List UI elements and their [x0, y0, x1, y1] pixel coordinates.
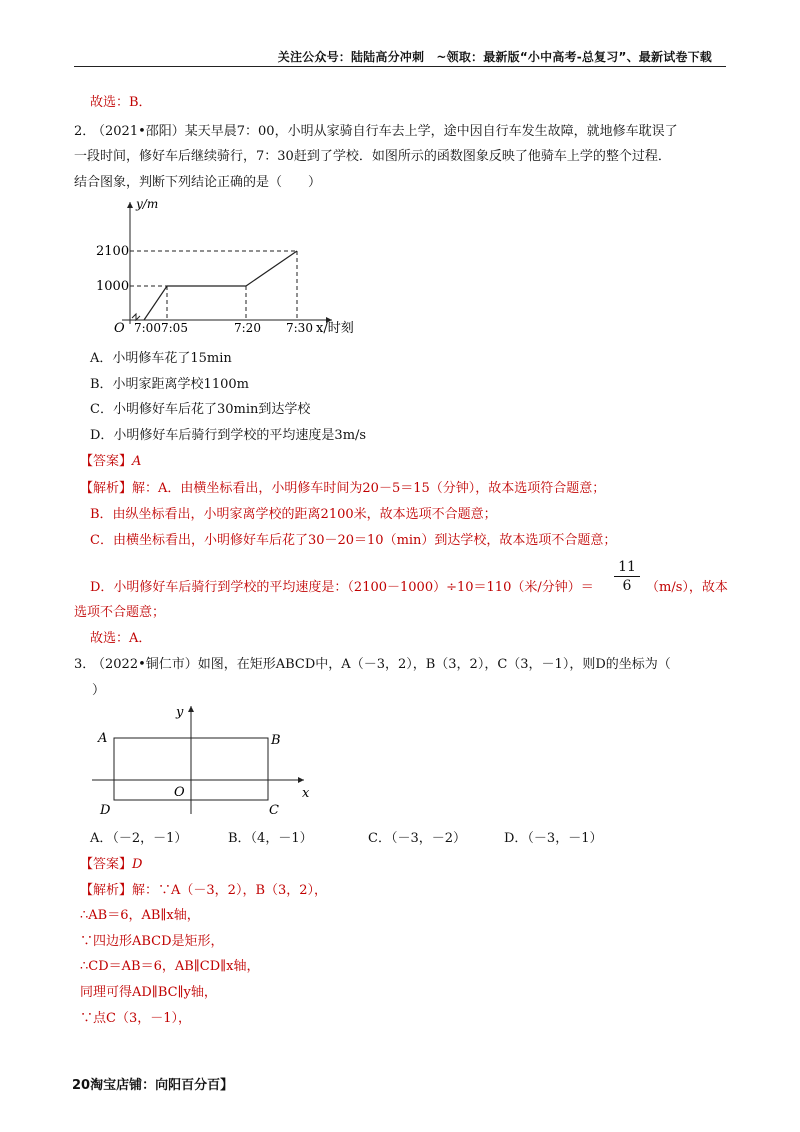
- q3-graph: [86, 700, 326, 818]
- q2-option-b: B．小明家距离学校1100m: [90, 377, 249, 392]
- q2-y-label: y/m: [136, 197, 159, 211]
- q2-fraction: [614, 558, 640, 595]
- q2-analysis-d2: 选项不合题意；: [74, 605, 166, 620]
- fraction-numerator: 11: [618, 559, 636, 575]
- q3-label-x: x: [302, 786, 310, 801]
- q2-option-d: D．小明修好车后骑行到学校的平均速度是3m/s: [90, 428, 367, 443]
- q2-analysis-label: 【解析】: [80, 481, 133, 496]
- q3-number: 3．: [74, 657, 96, 672]
- q2-answer-label: 【答案】: [80, 454, 133, 469]
- q2-origin: O: [114, 321, 125, 336]
- q3-option-a: A．（－2，－1）: [90, 831, 188, 846]
- q2-xtick-705: 7:05: [161, 321, 188, 335]
- q3-label-b: B: [271, 733, 281, 748]
- q2-line2: 一段时间，修好车后继续骑行，7：30赶到了学校．如图所示的函数图象反映了他骑车上学的整个过程．: [74, 149, 671, 164]
- q2-xtick-720: 7:20: [234, 321, 261, 335]
- q3-step-4: ∴CD＝AB＝6，AB∥CD∥x轴，: [80, 959, 260, 974]
- q2-line1: （2021•邵阳）某天早晨7：00，小明从家骑自行车去上学，途中因自行车发生故障，就地修车耽误了: [92, 124, 678, 139]
- q2-choice: 故选：A．: [90, 631, 152, 646]
- q2-analysis-d1-tail: （m/s），故本: [646, 580, 728, 595]
- q3-option-d: D．（－3，－1）: [504, 831, 603, 846]
- q2-ytick-2100: 2100: [96, 244, 130, 259]
- fraction-denominator: 6: [614, 576, 640, 595]
- q3-answer-label: 【答案】: [80, 857, 133, 872]
- q3-line1: （2022•铜仁市）如图，在矩形ABCD中，A（－3，2），B（3，2），C（3，－1），则D的坐标为（: [92, 657, 671, 672]
- q2-analysis-d1: D．小明修好车后骑行到学校的平均速度是：（2100－1000）÷10＝110（米/分钟）＝: [90, 580, 594, 595]
- q2-graph: [94, 196, 374, 340]
- q2-number: 2．: [74, 124, 96, 139]
- q3-step-5: 同理可得AD∥BC∥y轴，: [80, 985, 217, 1000]
- q2-answer: A: [132, 454, 142, 469]
- q2-option-a: A．小明修车花了15min: [90, 351, 232, 366]
- header-rule: [74, 66, 726, 67]
- q3-line2: ）: [92, 683, 106, 698]
- q3-step-3: ∵四边形ABCD是矩形，: [80, 934, 224, 949]
- page-header: 关注公众号：陆陆高分冲刺 ~领取：最新版“小中高考-总复习”、最新试卷下载: [277, 50, 712, 64]
- q3-step-6: ∵点C（3，－1），: [80, 1011, 191, 1026]
- q3-label-y: y: [176, 705, 184, 720]
- q2-x-label: x/时刻: [316, 321, 354, 336]
- q2-line3: 结合图象，判断下列结论正确的是（ ）: [74, 175, 322, 190]
- q3-label-c: C: [269, 803, 279, 818]
- q3-step-2: ∴AB＝6，AB∥x轴，: [80, 908, 200, 923]
- q3-analysis-label: 【解析】: [80, 883, 133, 898]
- q3-option-c: C．（－3，－2）: [368, 831, 466, 846]
- q2-option-c: C．小明修好车后花了30min到达学校: [90, 402, 311, 417]
- q3-option-b: B．（4，－1）: [228, 831, 313, 846]
- q2-analysis-b: B．由纵坐标看出，小明家离学校的距离2100米，故本选项不合题意；: [90, 507, 497, 522]
- footer-text: 淘宝店铺：向阳百分百】: [90, 1078, 234, 1093]
- q2-xtick-700: 7:00: [134, 321, 161, 335]
- page-footer: [72, 1074, 233, 1093]
- q3-label-a: A: [98, 731, 108, 746]
- q3-step-1: 解：∵A（－3，2），B（3，2），: [132, 883, 328, 898]
- q2-xtick-730: 7:30: [286, 321, 313, 335]
- q2-analysis-a: 解：A．由横坐标看出，小明修车时间为20－5＝15（分钟），故本选项符合题意；: [132, 481, 606, 496]
- q3-label-o: O: [174, 785, 185, 800]
- previous-choice: 故选：B．: [90, 95, 152, 110]
- q3-answer: D: [132, 857, 143, 872]
- q3-label-d: D: [100, 803, 111, 818]
- page-number: 20: [72, 1078, 91, 1093]
- q2-ytick-1000: 1000: [96, 279, 130, 294]
- q2-analysis-c: C．由横坐标看出，小明修好车后花了30－20＝10（min）到达学校，故本选项不合题意；: [90, 533, 617, 548]
